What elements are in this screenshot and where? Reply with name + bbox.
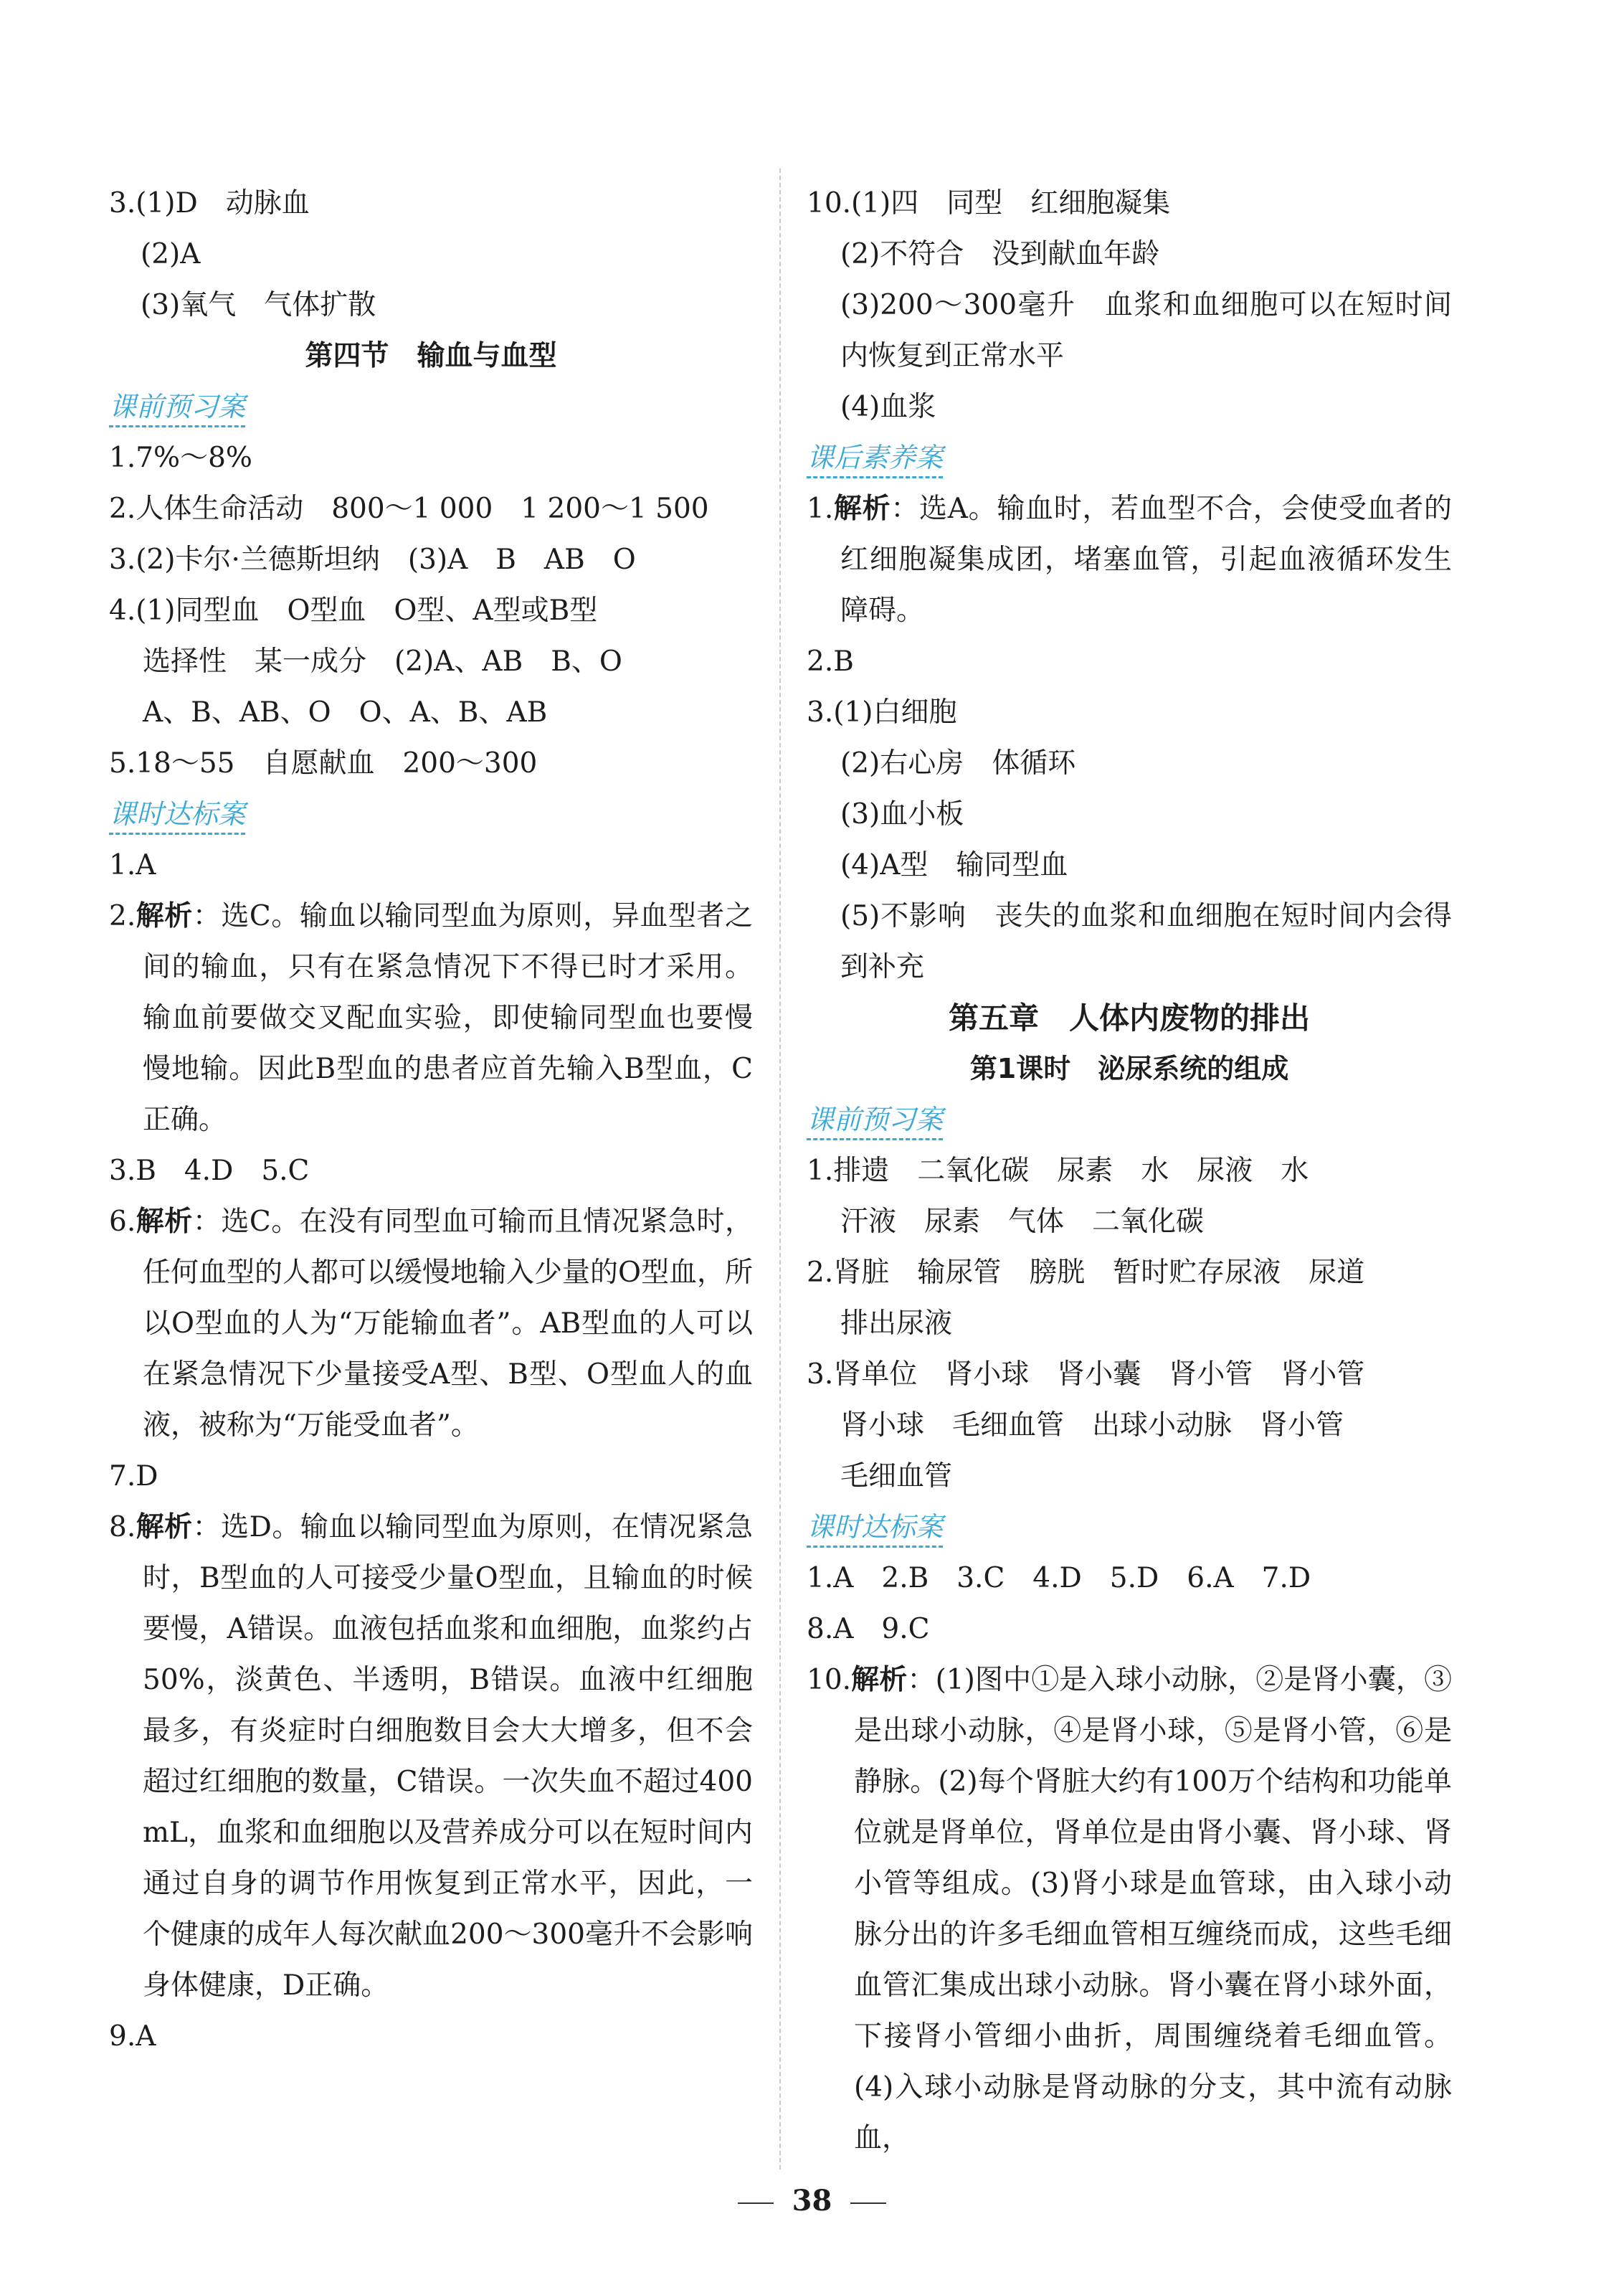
answer-line: 2.肾脏 输尿管 膀胱 暂时贮存尿液 尿道 bbox=[807, 1257, 1365, 1289]
answer-explanation bbox=[109, 891, 753, 1145]
left-column bbox=[109, 178, 753, 2062]
explanation-label: 解析 bbox=[136, 1511, 193, 1543]
explanation-text: 输血时，若血型不合，会使受血者的红细胞凝集成团，堵塞血管，引起血液循环发生障碍。 bbox=[840, 493, 1452, 627]
answer-line: 1.A 2.B 3.C 4.D 5.D 6.A 7.D bbox=[807, 1562, 1311, 1594]
answer-line: 2.人体生命活动 800～1 000 1 200～1 500 bbox=[109, 493, 709, 525]
answer-explanation bbox=[807, 483, 1452, 636]
right-column bbox=[807, 178, 1452, 2164]
answer-line: 1.7%～8% bbox=[109, 442, 252, 474]
answer-line: 毛细血管 bbox=[840, 1460, 953, 1492]
answer-line: 排出尿液 bbox=[840, 1307, 953, 1340]
lesson-title: 第1课时 泌尿系统的组成 bbox=[969, 1053, 1289, 1084]
answer-number: 10. bbox=[807, 1664, 852, 1696]
chapter-title: 第五章 人体内废物的排出 bbox=[948, 1000, 1310, 1036]
explanation-label: 解析 bbox=[136, 900, 193, 932]
answer-choice: ： bbox=[907, 1664, 936, 1696]
answer-line: (2)不符合 没到献血年龄 bbox=[840, 238, 1160, 270]
answer-line: 1.A bbox=[109, 849, 156, 881]
answer-line: 2.B bbox=[807, 645, 854, 678]
answer-line: 肾小球 毛细血管 出球小动脉 肾小管 bbox=[840, 1409, 1344, 1442]
answer-line: 9.A bbox=[109, 2020, 156, 2053]
answer-line: 选择性 某一成分 (2)A、AB B、O bbox=[143, 645, 622, 678]
explanation-text: (1)图中①是入球小动脉，②是肾小囊，③是出球小动脉，④是肾小球，⑤是肾小管，⑥是静脉。(2)每个肾脏大约有100万个结构和功能单位就是肾单位，肾单位是由肾小囊、肾小球、肾小管等组成。(3)肾小球是血管球，由入球小动脉分出的许多毛细血管相互缠绕而成，这些毛细血管汇集成出球小动脉。肾小囊在肾小球外面，下接肾小管细小曲折，周围缠绕着毛细血管。(4)入球小动脉是肾动脉的分支，其中流有动脉血， bbox=[854, 1664, 1452, 2154]
answer-line: 3.(1)D 动脉血 bbox=[109, 187, 310, 219]
answer-line: 5.18～55 自愿献血 200～300 bbox=[109, 747, 538, 780]
section-tag-label: 课前预习案 bbox=[109, 388, 245, 427]
section-tag bbox=[109, 382, 753, 432]
answer-explanation bbox=[807, 1655, 1452, 2164]
explanation-label: 解析 bbox=[136, 1206, 193, 1238]
answer-line: (2)右心房 体循环 bbox=[840, 747, 1076, 780]
answer-line: 10.(1)四 同型 红细胞凝集 bbox=[807, 187, 1171, 219]
section-tag-label: 课前预习案 bbox=[807, 1101, 943, 1140]
column-divider bbox=[779, 169, 781, 2169]
answer-line: 3.(2)卡尔·兰德斯坦纳 (3)A B AB O bbox=[109, 544, 636, 576]
section-tag-label: 课后素养案 bbox=[807, 439, 943, 478]
answer-line: 3.肾单位 肾小球 肾小囊 肾小管 肾小管 bbox=[807, 1358, 1365, 1391]
answer-line: 8.A 9.C bbox=[807, 1613, 930, 1645]
answer-explanation bbox=[109, 1502, 753, 2011]
section-tag bbox=[807, 432, 1452, 483]
answer-choice: ：选A。 bbox=[891, 493, 997, 525]
answer-line: (5)不影响 丧失的血浆和血细胞在短时间内会得到补充 bbox=[840, 900, 1452, 983]
answer-line: A、B、AB、O O、A、B、AB bbox=[143, 696, 548, 729]
answer-line: (3)200～300毫升 血浆和血细胞可以在短时间内恢复到正常水平 bbox=[840, 289, 1452, 372]
answer-line: (3)氧气 气体扩散 bbox=[141, 289, 376, 321]
section-tag bbox=[109, 789, 753, 840]
explanation-text: 在没有同型血可输而且情况紧急时，任何血型的人都可以缓慢地输入少量的O型血，所以O型血的人为“万能输血者”。AB型血的人可以在紧急情况下少量接受A型、B型、O型血人的血液，被称为“万能受血者”。 bbox=[143, 1206, 753, 1442]
explanation-text: 输血以输同型血为原则，在情况紧急时，B型血的人可接受少量O型血，且输血的时候要慢，A错误。血液包括血浆和血细胞，血浆约占50%，淡黄色、半透明，B错误。血液中红细胞最多，有炎症时白细胞数目会大大增多，但不会超过红细胞的数量，C错误。一次失血不超过400 mL，血浆和血细胞以及营养成分可以在短时间内通过自身的调节作用恢复到正常水平，因此，一个健康的成年人每次献血200～300毫升不会影响身体健康，D正确。 bbox=[143, 1511, 753, 2002]
answer-line: 3.B 4.D 5.C bbox=[109, 1155, 310, 1187]
section-tag-label: 课时达标案 bbox=[109, 795, 245, 835]
answer-choice: ：选C。 bbox=[192, 900, 300, 932]
answer-choice: ：选C。 bbox=[192, 1206, 300, 1238]
answer-line: 汗液 尿素 气体 二氧化碳 bbox=[840, 1206, 1205, 1238]
answer-number: 1. bbox=[807, 493, 834, 525]
explanation-label: 解析 bbox=[851, 1664, 908, 1696]
answer-line: (2)A bbox=[141, 238, 201, 270]
section-title: 第四节 输血与血型 bbox=[305, 340, 557, 372]
answer-explanation bbox=[109, 1196, 753, 1451]
answer-number: 6. bbox=[109, 1206, 136, 1238]
answer-line: (4)血浆 bbox=[840, 391, 936, 423]
section-tag bbox=[807, 1094, 1452, 1145]
explanation-label: 解析 bbox=[833, 493, 891, 525]
section-tag bbox=[807, 1502, 1452, 1553]
answer-number: 8. bbox=[109, 1511, 136, 1543]
answer-line: 3.(1)白细胞 bbox=[807, 696, 957, 729]
section-tag-label: 课时达标案 bbox=[807, 1508, 943, 1548]
answer-line: 7.D bbox=[109, 1460, 158, 1492]
answer-line: 4.(1)同型血 O型血 O型、A型或B型 bbox=[109, 595, 598, 627]
page-number: 38 bbox=[0, 2184, 1624, 2218]
answer-line: (4)A型 输同型血 bbox=[840, 849, 1068, 881]
answer-number: 2. bbox=[109, 900, 136, 932]
answer-choice: ：选D。 bbox=[192, 1511, 300, 1543]
answer-line: (3)血小板 bbox=[840, 798, 964, 831]
answer-line: 1.排遗 二氧化碳 尿素 水 尿液 水 bbox=[807, 1155, 1309, 1187]
explanation-text: 输血以输同型血为原则，异血型者之间的输血，只有在紧急情况下不得已时才采用。输血前要做交叉配血实验，即使输同型血也要慢慢地输。因此B型血的患者应首先输入B型血，C正确。 bbox=[143, 900, 753, 1136]
